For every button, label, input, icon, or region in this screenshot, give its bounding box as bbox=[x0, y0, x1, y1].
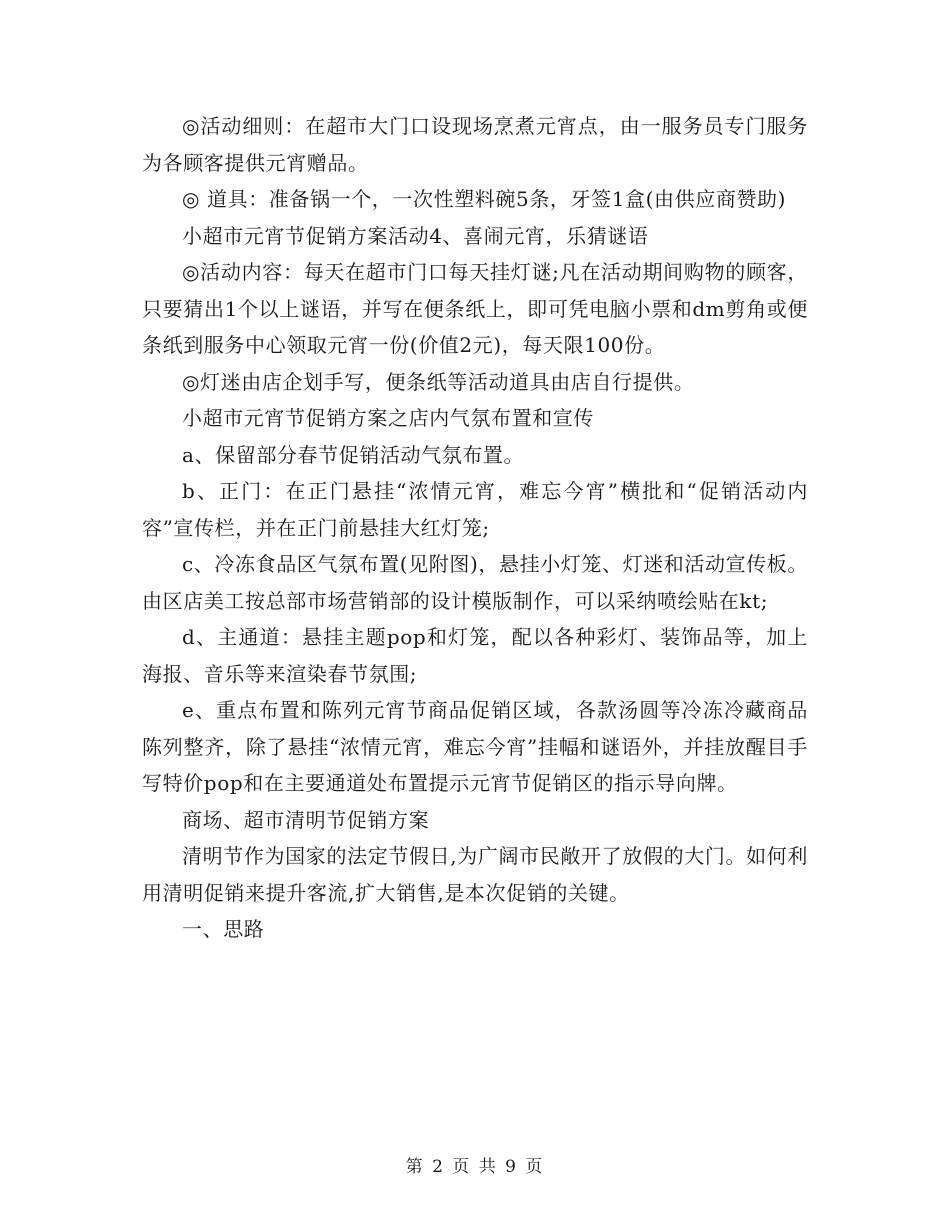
paragraph-qingming-intro: 清明节作为国家的法定节假日,为广阔市民敞开了放假的大门。如何利用清明促销来提升客流,扩大销售,是本次促销的关键。 bbox=[142, 844, 808, 905]
paragraph-qingming-heading: 商场、超市清明节促销方案 bbox=[182, 807, 430, 832]
page-footer: 第 2 页 共 9 页 bbox=[405, 1157, 545, 1177]
paragraph-props: ◎ 道具：准备锅一个，一次性塑料碗5条，牙签1盒(由供应商赞助) bbox=[182, 187, 787, 211]
paragraph-item-e: e、重点布置和陈列元宵节商品促销区域，各款汤圆等冷冻冷藏商品陈列整齐，除了悬挂“浓情元宵，难忘今宵”挂幅和谜语外，并挂放醒目手写特价pop和在主要通道处布置提示元宵节促销区的指示导向牌。 bbox=[142, 698, 808, 795]
paragraph-activity-rules: ◎活动细则：在超市大门口设现场烹煮元宵点，由一服务员专门服务为各顾客提供元宵赠品。 bbox=[142, 114, 808, 175]
paragraph-item-c: c、冷冻食品区气氛布置(见附图)，悬挂小灯笼、灯迷和活动宣传板。由区店美工按总部市场营销部的设计模版制作，可以采纳喷绘贴在kt; bbox=[142, 552, 809, 613]
document-body bbox=[142, 108, 808, 948]
paragraph-item-d: d、主通道：悬挂主题pop和灯笼，配以各种彩灯、装饰品等，加上海报、音乐等来渲染春节氛围; bbox=[142, 625, 808, 686]
paragraph-activity-content: ◎活动内容：每天在超市门口每天挂灯谜;凡在活动期间购物的顾客，只要猜出1个以上谜语，并写在便条纸上，即可凭电脑小票和dm剪角或便条纸到服务中心领取元宵一份(价值2元)，每天限100份。 bbox=[142, 260, 808, 357]
paragraph-atmosphere-heading: 小超市元宵节促销方案之店内气氛布置和宣传 bbox=[182, 406, 594, 430]
paragraph-lantern-riddles: ◎灯迷由店企划手写，便条纸等活动道具由店自行提供。 bbox=[182, 369, 695, 394]
paragraph-section-one-heading: 一、思路 bbox=[182, 917, 265, 941]
paragraph-activity-4-heading: 小超市元宵节促销方案活动4、喜闹元宵，乐猜谜语 bbox=[182, 223, 649, 248]
paragraph-item-a: a、保留部分春节促销活动气氛布置。 bbox=[182, 442, 525, 467]
paragraph-item-b: b、正门：在正门悬挂“浓情元宵，难忘今宵”横批和“促销活动内容”宣传栏，并在正门前悬挂大红灯笼; bbox=[142, 479, 808, 540]
